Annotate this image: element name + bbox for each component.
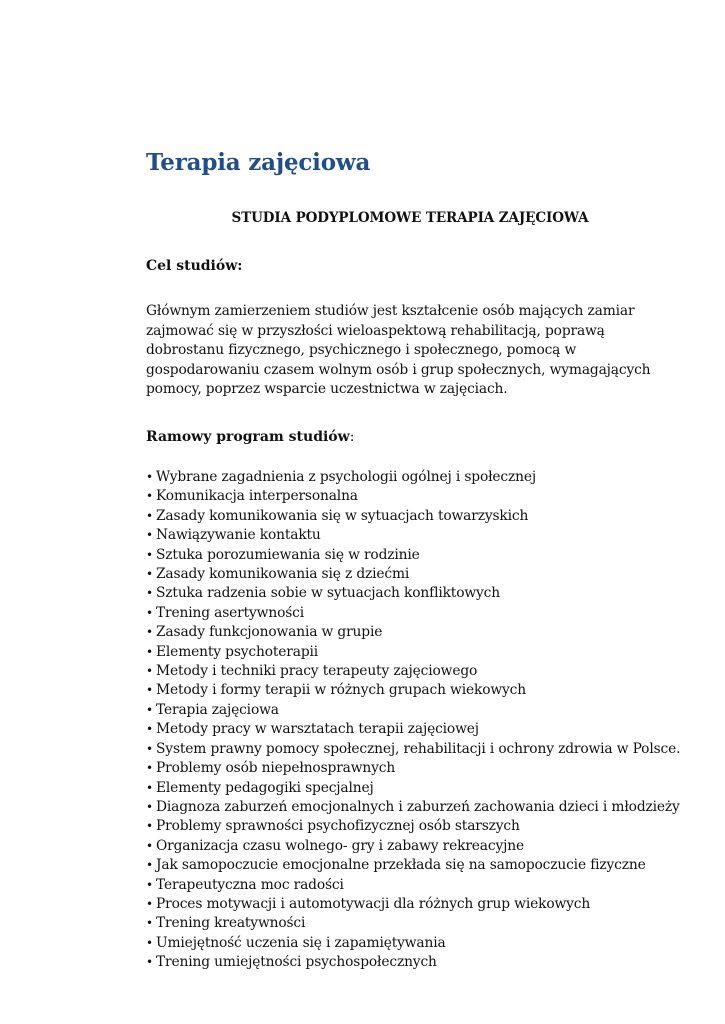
list-item-text: Terapeutyczna moc radości: [156, 876, 344, 893]
list-item: [146, 468, 706, 487]
bullet-icon: •: [146, 858, 153, 873]
list-item: [146, 526, 706, 545]
bullet-icon: •: [146, 605, 153, 620]
list-item-text: Metody pracy w warsztatach terapii zajęciowej: [156, 721, 479, 738]
list-item-text: Elementy psychoterapii: [156, 643, 319, 660]
bullet-icon: •: [146, 741, 153, 756]
bullet-icon: •: [146, 586, 153, 601]
list-item: [146, 546, 706, 565]
bullet-icon: •: [146, 683, 153, 698]
list-item: [146, 507, 706, 526]
list-item: [146, 876, 706, 895]
list-item-text: Metody i formy terapii w różnych grupach wiekowych: [156, 682, 526, 699]
list-item: [146, 895, 706, 914]
list-item-text: Trening asertywności: [156, 604, 304, 621]
list-item: [146, 817, 706, 836]
bullet-icon: •: [146, 916, 153, 931]
bullet-icon: •: [146, 625, 153, 640]
bullet-icon: •: [146, 567, 153, 582]
list-item: [146, 953, 706, 972]
document-title: Terapia zajęciowa: [146, 149, 371, 176]
bullet-icon: •: [146, 508, 153, 523]
bullet-icon: •: [146, 935, 153, 950]
list-item: [146, 623, 706, 642]
list-item: [146, 759, 706, 778]
list-item-text: System prawny pomocy społecznej, rehabilitacji i ochrony zdrowia w Polsce.: [156, 740, 681, 757]
list-item: [146, 837, 706, 856]
list-item-text: Diagnoza zaburzeń emocjonalnych i zaburzeń zachowania dzieci i młodzieży: [156, 798, 680, 815]
list-item: [146, 701, 706, 720]
program-heading-colon: :: [349, 429, 355, 445]
list-item-text: Problemy sprawności psychofizycznej osób starszych: [156, 818, 520, 835]
list-item: [146, 565, 706, 584]
list-item: [146, 934, 706, 953]
list-item: [146, 914, 706, 933]
list-item-text: Umiejętność uczenia się i zapamiętywania: [156, 934, 446, 951]
bullet-icon: •: [146, 702, 153, 717]
list-item: [146, 720, 706, 739]
list-item-text: Zasady funkcjonowania w grupie: [156, 624, 383, 641]
bullet-icon: •: [146, 838, 153, 853]
list-item-text: Trening umiejętności psychospołecznych: [156, 954, 437, 971]
list-item-text: Zasady komunikowania się z dziećmi: [156, 566, 410, 583]
list-item-text: Komunikacja interpersonalna: [156, 488, 358, 505]
list-item-text: Sztuka radzenia sobie w sytuacjach konfliktowych: [156, 585, 500, 602]
bullet-icon: •: [146, 547, 153, 562]
bullet-icon: •: [146, 528, 153, 543]
list-item: [146, 798, 706, 817]
goal-paragraph: Głównym zamierzeniem studiów jest kształcenie osób mających zamiar zajmować się w przyszłości wieloaspektową rehabilitacją, poprawą dobrostanu fizycznego, psychicznego i społecznego, pomocą w gospodarowaniu czasem wolnym osób i grup społecznych, wymagających pomocy, poprzez wsparcie uczestnictwa w zajęciach.: [146, 303, 651, 397]
bullet-icon: •: [146, 470, 153, 484]
bullet-icon: •: [146, 664, 153, 679]
bullet-icon: •: [146, 955, 153, 970]
list-item-text: Wybrane zagadnienia z psychologii ogólnej i społecznej: [156, 469, 537, 485]
list-item: [146, 487, 706, 506]
document-subtitle: STUDIA PODYPLOMOWE TERAPIA ZAJĘCIOWA: [231, 210, 589, 226]
list-item: [146, 643, 706, 662]
list-item-text: Jak samopoczucie emocjonalne przekłada się na samopoczucie fizyczne: [156, 857, 646, 874]
list-item-text: Organizacja czasu wolnego- gry i zabawy rekreacyjne: [156, 837, 524, 854]
list-item-text: Proces motywacji i automotywacji dla różnych grup wiekowych: [156, 895, 591, 912]
bullet-icon: •: [146, 780, 153, 795]
bullet-icon: •: [146, 722, 153, 737]
list-item-text: Elementy pedagogiki specjalnej: [156, 779, 374, 796]
list-item: [146, 604, 706, 623]
bullet-icon: •: [146, 819, 153, 834]
bullet-icon: •: [146, 896, 153, 911]
program-list: [146, 468, 706, 973]
program-heading: [146, 427, 354, 447]
bullet-icon: •: [146, 877, 153, 892]
list-item-text: Problemy osób niepełnosprawnych: [156, 760, 396, 777]
list-item: [146, 856, 706, 875]
list-item: [146, 740, 706, 759]
bullet-icon: •: [146, 799, 153, 814]
list-item: [146, 779, 706, 798]
bullet-icon: •: [146, 761, 153, 776]
list-item-text: Sztuka porozumiewania się w rodzinie: [156, 546, 420, 563]
list-item: [146, 681, 706, 700]
program-heading-label: Ramowy program studiów: [146, 429, 350, 445]
goal-heading: Cel studiów:: [146, 258, 243, 274]
list-item: [146, 662, 706, 681]
list-item: [146, 584, 706, 603]
list-item-text: Terapia zajęciowa: [156, 701, 279, 718]
list-item-text: Zasady komunikowania się w sytuacjach towarzyskich: [156, 507, 529, 524]
list-item-text: Trening kreatywności: [156, 915, 306, 932]
bullet-icon: •: [146, 644, 153, 659]
list-item-text: Metody i techniki pracy terapeuty zajęciowego: [156, 663, 478, 680]
list-item-text: Nawiązywanie kontaktu: [156, 527, 321, 544]
bullet-icon: •: [146, 489, 153, 504]
